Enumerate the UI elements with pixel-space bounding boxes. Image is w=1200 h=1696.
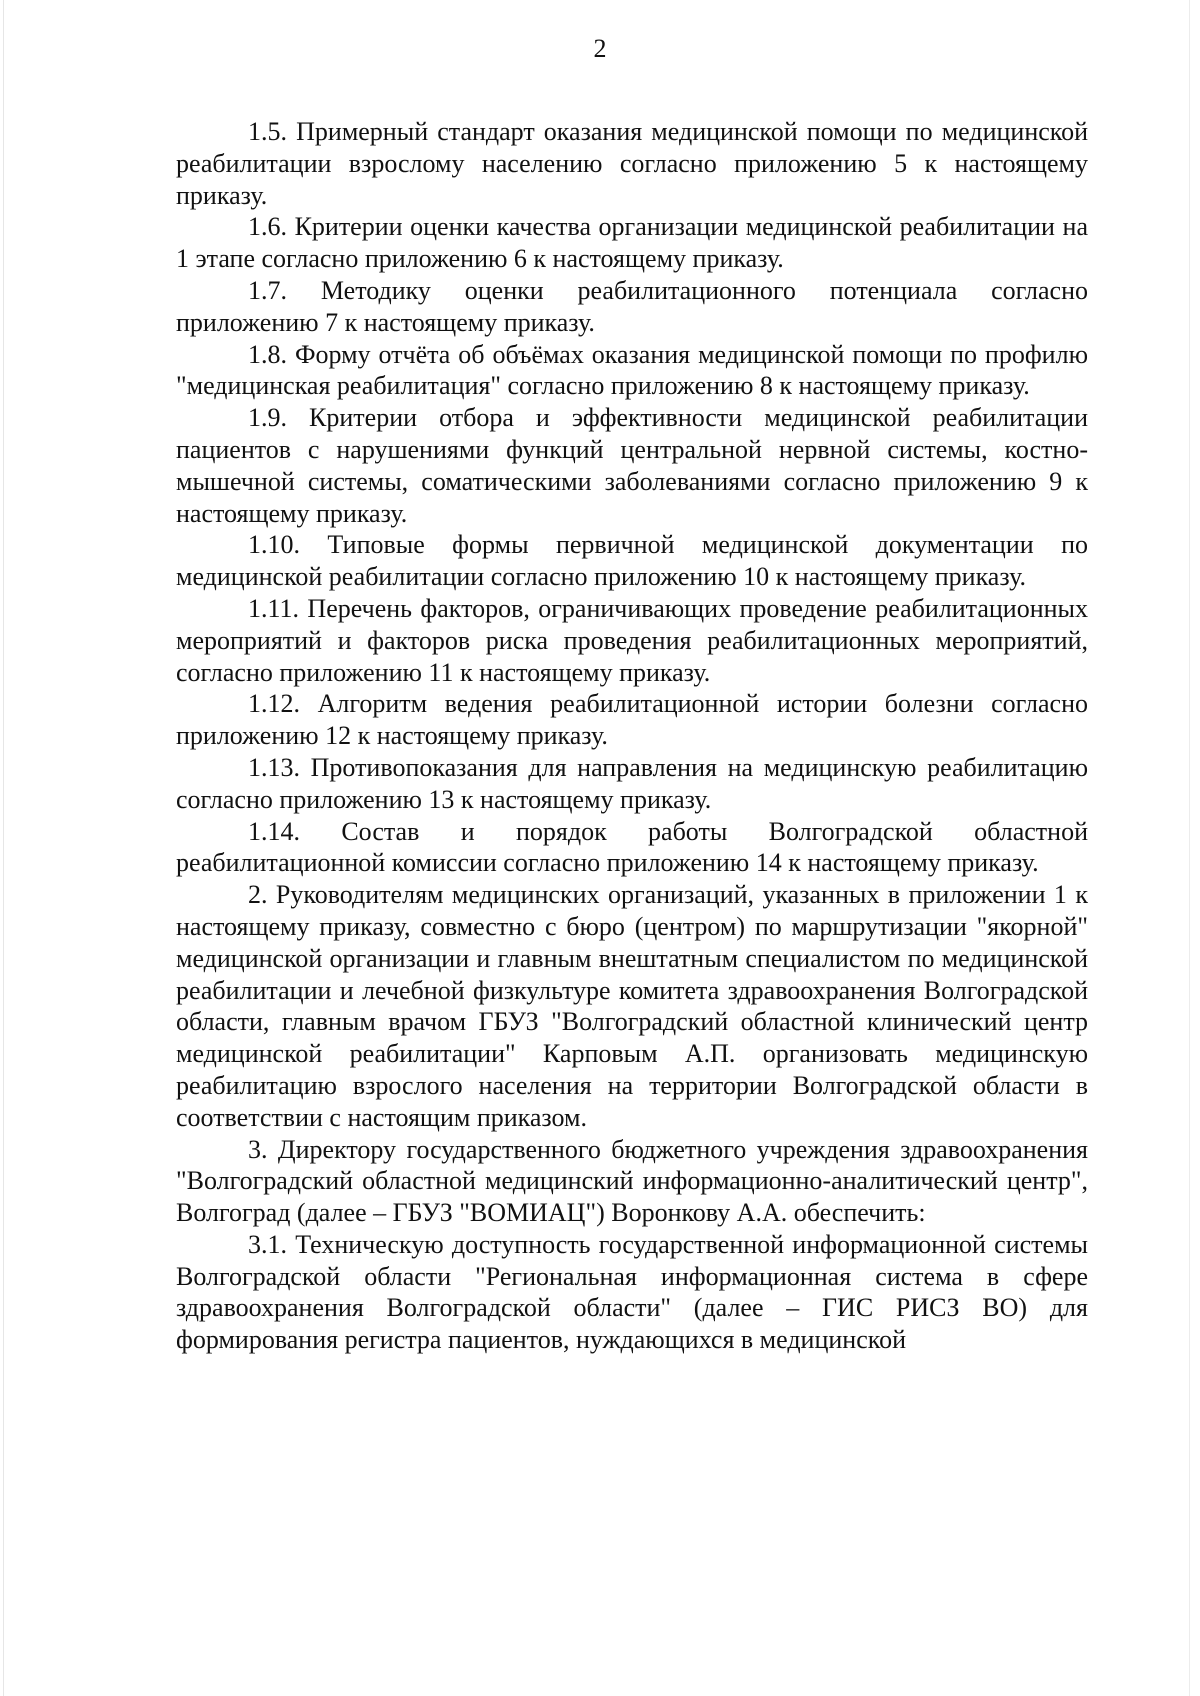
paragraph-1-9: 1.9. Критерии отбора и эффективности медицинской реабилитации пациентов с нарушениями функций центральной нервной системы, костно-мышечной системы, соматическими заболеваниями согласно приложению 9 к настоящему приказу. bbox=[176, 403, 1088, 528]
paragraph-1-11: 1.11. Перечень факторов, ограничивающих проведение реабилитационных мероприятий и факторов риска проведения реабилитационных мероприятий, согласно приложению 11 к настоящему приказу. bbox=[176, 593, 1088, 687]
paragraph-1-7: 1.7. Методику оценки реабилитационного потенциала согласно приложению 7 к настоящему приказу. bbox=[176, 275, 1088, 337]
paragraph-3: 3. Директору государственного бюджетного учреждения здравоохранения "Волгоградский областной медицинский информационно-аналитический центр", Волгоград (далее – ГБУЗ "ВОМИАЦ") Воронкову А.А. обеспечить: bbox=[176, 1134, 1088, 1228]
page-number: 2 bbox=[593, 34, 607, 63]
paragraph-1-8: 1.8. Форму отчёта об объёмах оказания медицинской помощи по профилю "медицинская реабилитация" согласно приложению 8 к настоящему приказу. bbox=[176, 339, 1088, 401]
paragraph-1-14: 1.14. Состав и порядок работы Волгоградской областной реабилитационной комиссии согласно приложению 14 к настоящему приказу. bbox=[176, 816, 1088, 878]
paragraph-1-10: 1.10. Типовые формы первичной медицинской документации по медицинской реабилитации согласно приложению 10 к настоящему приказу. bbox=[176, 530, 1088, 592]
paragraph-1-13: 1.13. Противопоказания для направления на медицинскую реабилитацию согласно приложению 13 к настоящему приказу. bbox=[176, 752, 1088, 814]
scan-edge-left bbox=[3, 0, 4, 1696]
paragraph-3-1: 3.1. Техническую доступность государственной информационной системы Волгоградской области "Региональная информационная система в сфере здравоохранения Волгоградской области" (далее – ГИС РИСЗ ВО) для формирования регистра пациентов, нуждающихся в медицинской bbox=[176, 1229, 1088, 1355]
paragraph-1-5: 1.5. Примерный стандарт оказания медицинской помощи по медицинской реабилитации взрослому населению согласно приложению 5 к настоящему приказу. bbox=[176, 117, 1088, 210]
paragraph-2: 2. Руководителям медицинских организаций, указанных в приложении 1 к настоящему приказу, совместно с бюро (центром) по маршрутизации "якорной" медицинской организации и главным внештатным специалистом по медицинской реабилитации и лечебной физкультуре комитета здравоохранения Волгоградской области, главным врачом ГБУЗ "Волгоградский областной клинический центр медицинской реабилитации" Карповым А.П. организовать медицинскую реабилитацию взрослого населения на территории Волгоградской области в соответствии с настоящим приказом. bbox=[176, 880, 1088, 1132]
scan-edge-right bbox=[1189, 0, 1190, 1696]
paragraph-1-12: 1.12. Алгоритм ведения реабилитационной истории болезни согласно приложению 12 к настоящему приказу. bbox=[176, 689, 1088, 751]
paragraph-1-6: 1.6. Критерии оценки качества организации медицинской реабилитации на 1 этапе согласно приложению 6 к настоящему приказу. bbox=[176, 212, 1088, 274]
document-body bbox=[176, 116, 1088, 1356]
